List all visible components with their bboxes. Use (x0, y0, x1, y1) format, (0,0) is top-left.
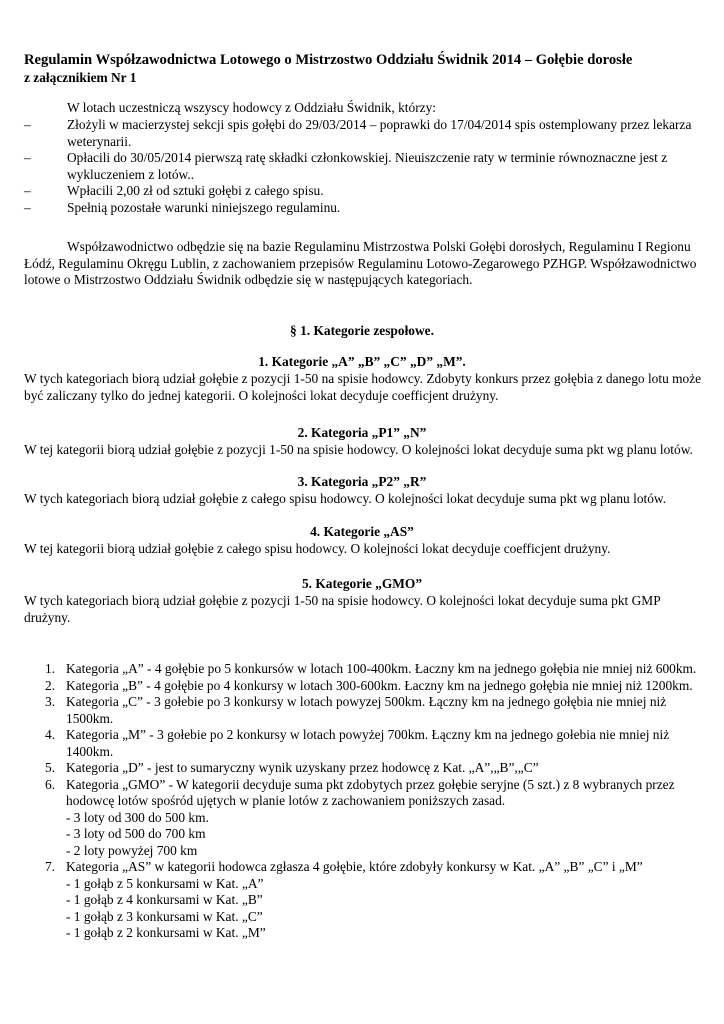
rule-number: 4. (45, 727, 56, 742)
rule-sub-item: - 3 loty od 300 do 500 km. (66, 809, 209, 825)
rule-text: Kategoria „AS” w kategorii hodowca zgłasza 4 gołębie, które zdobyły konkursy w Kat. „A” „B” „C” i „M” (66, 859, 643, 874)
rule-sub-item: - 1 gołąb z 2 konkursami w Kat. „M” (66, 925, 266, 940)
condition-item (24, 150, 704, 183)
section-heading: § 1. Kategorie zespołowe. (290, 323, 434, 338)
category-text: W tej kategorii biorą udział gołębie z całego spisu hodowcy. O kolejności lokat decyduje coefficjent drużyny. (24, 541, 611, 556)
category-text: W tej kategorii biorą udział gołębie z pozycji 1-50 na spisie hodowcy. O kolejności lokat decyduje suma pkt wg planu lotów. (24, 442, 693, 457)
rule-text: Kategoria „C” - 3 gołebie po 3 konkursy w lotach powyzej 500km. Łączny km na jednego gołębia nie mniej niż 1500km. (66, 694, 667, 726)
rule-item (24, 777, 704, 860)
category-heading: 1. Kategorie „A” „B” „C” „D” „M”. (258, 354, 466, 369)
rule-item (24, 661, 704, 678)
condition-text: Spełnią pozostałe warunki niniejszego regulaminu. (67, 199, 341, 215)
rule-item (24, 760, 704, 777)
rule-sub-item: - 3 loty od 500 do 700 km (66, 826, 206, 841)
rule-sub-item: - 2 loty powyżej 700 km (66, 842, 198, 858)
condition-text: Wpłacili 2,00 zł od sztuki gołębi z całego spisu. (67, 183, 324, 198)
basis-paragraph: Współzawodnictwo odbędzie się na bazie Regulaminu Mistrzostwa Polski Gołębi dorosłych, Regulaminu I Regionu Łódź, Regulaminu Okręgu Lublin, z zachowaniem przepisów Regulaminu Lotowo-Zegarowego PZHGP. Współzawodnictwo lotowe o Mistrzostwo Oddziału Świdnik odbędzie się w następujących kategoriach. (24, 239, 697, 287)
rule-item (24, 859, 704, 942)
rule-item (24, 694, 704, 727)
rule-number: 7. (45, 859, 56, 874)
condition-item (24, 183, 704, 200)
document-title: Regulamin Współzawodnictwa Lotowego o Mistrzostwo Oddziału Świdnik 2014 – Gołębie dorosłe (24, 52, 633, 68)
conditions-list (24, 117, 704, 216)
dash-bullet-icon: – (24, 199, 31, 215)
rule-sub-item: - 1 gołąb z 3 konkursami w Kat. „C” (66, 908, 263, 924)
dash-bullet-icon: – (24, 150, 31, 165)
condition-item (24, 117, 704, 150)
intro-text: W lotach uczestniczą wszyscy hodowcy z Oddziału Świdnik, którzy: (67, 100, 437, 115)
rule-text: Kategoria „GMO” - W kategorii decyduje suma pkt zdobytych przez gołębie seryjne (5 szt.) z 8 wybranych przez hodowcę lotów spośród ujętych w planie lotów z zachowaniem poniższych zasad. (66, 776, 675, 808)
category-heading: 5. Kategorie „GMO” (301, 576, 423, 591)
dash-bullet-icon: – (24, 117, 31, 132)
rule-text: Kategoria „A” - 4 gołębie po 5 konkursów w lotach 100-400km. Łaczny km na jednego gołębia nie mniej niż 600km. (66, 661, 697, 676)
rule-item (24, 727, 704, 760)
document-subtitle: z załącznikiem Nr 1 (24, 70, 137, 85)
rule-text: Kategoria „M” - 3 gołebie po 2 konkursy w lotach powyżej 700km. Łączny km na jednego gołebia nie mniej niż 1400km. (66, 727, 670, 759)
condition-text: Złożyli w macierzystej sekcji spis gołębi do 29/03/2014 – poprawki do 17/04/2014 spis ostemplowany przez lekarza weterynarii. (67, 117, 692, 149)
rule-number: 6. (45, 776, 56, 792)
category-text: W tych kategoriach biorą udział gołębie z całego spisu hodowcy. O kolejności lokat decyduje suma pkt wg planu lotów. (24, 491, 667, 506)
category-text: W tych kategoriach biorą udział gołębie z pozycji 1-50 na spisie hodowcy. O kolejności lokat decyduje suma pkt GMP drużyny. (24, 593, 661, 625)
category-heading: 3. Kategoria „P2” „R” (297, 474, 427, 489)
dash-bullet-icon: – (24, 183, 31, 198)
category-heading: 4. Kategorie „AS” (310, 524, 414, 539)
rule-text: Kategoria „B” - 4 gołębie po 4 konkursy w lotach 300-600km. Łaczny km na jednego gołębia nie mniej niż 1200km. (66, 677, 693, 693)
rule-sub-item: - 1 gołąb z 5 konkursami w Kat. „A” (66, 875, 264, 891)
rules-list (24, 661, 704, 942)
rule-item (24, 678, 704, 695)
category-heading: 2. Kategoria „P1” „N” (297, 425, 427, 440)
rule-number: 2. (45, 677, 56, 693)
condition-item (24, 200, 704, 217)
rule-number: 5. (45, 760, 56, 775)
condition-text: Opłacili do 30/05/2014 pierwszą ratę składki członkowskiej. Nieuiszczenie raty w terminie równoznaczne jest z wykluczeniem z lotów.. (67, 150, 668, 182)
rule-text: Kategoria „D” - jest to sumaryczny wynik uzyskany przez hodowcę z Kat. „A”,„B”,„C” (66, 760, 539, 775)
rule-number: 3. (45, 694, 56, 709)
rule-sub-item: - 1 gołąb z 4 konkursami w Kat. „B” (66, 892, 263, 907)
category-text: W tych kategoriach biorą udział gołębie z pozycji 1-50 na spisie hodowcy. Zdobyty konkurs przez gołębia z danego lotu może być zaliczany tylko do jednej kategorii. O kolejności lokat decyduje coefficjent drużyny. (24, 371, 702, 403)
rule-number: 1. (45, 661, 56, 676)
